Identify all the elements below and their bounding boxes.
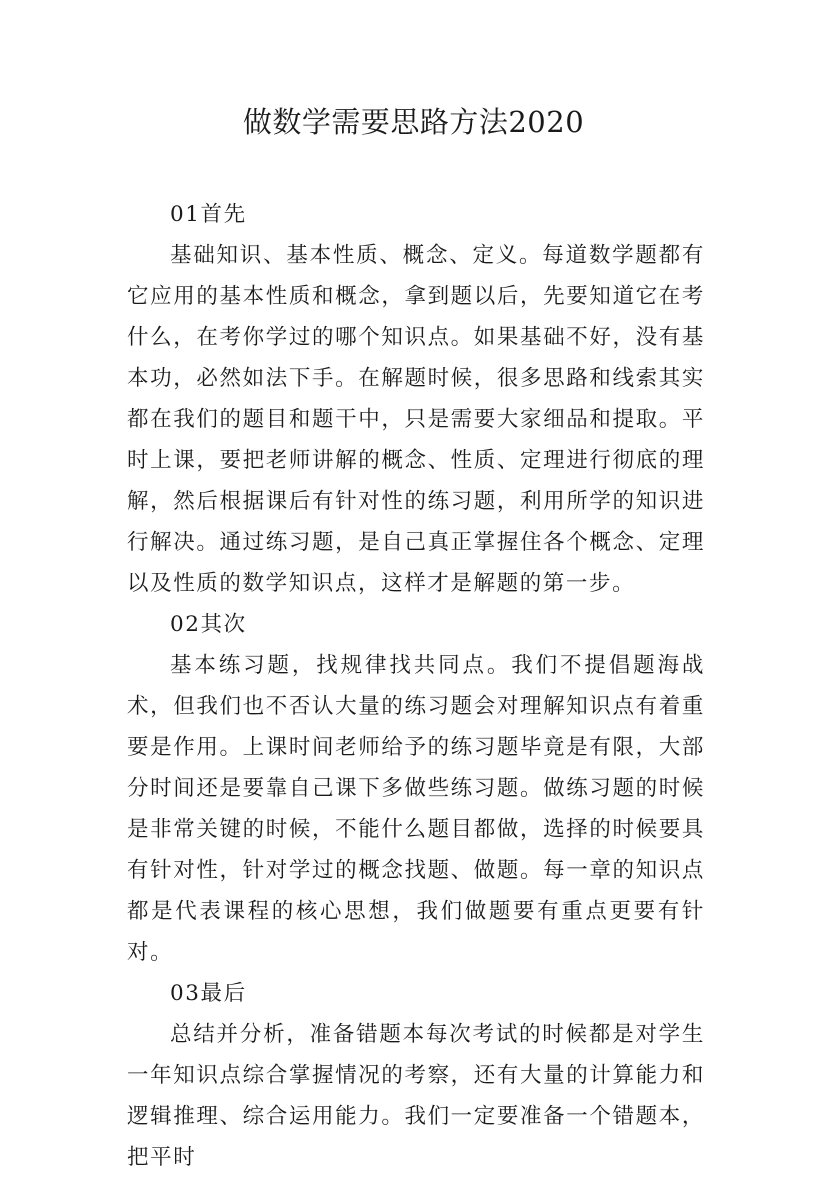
document-title: 做数学需要思路方法2020 xyxy=(242,105,585,139)
section-paragraph-2: 基本练习题，找规律找共同点。我们不提倡题海战术，但我们也不否认大量的练习题会对理解知识点有着重要是作用。上课时间老师给予的练习题毕竟是有限，大部分时间还是要靠自己课下多做些练习题。做练习题的时候是非常关键的时候，不能什么题目都做，选择的时候要具有针对性，针对学过的概念找题、做题。每一章的知识点都是代表课程的核心思想，我们做题要有重点更要有针对。 xyxy=(127,653,705,965)
section-heading-3: 03最后 xyxy=(170,981,247,1006)
section-paragraph-1: 基础知识、基本性质、概念、定义。每道数学题都有它应用的基本性质和概念，拿到题以后，先要知道它在考什么，在考你学过的哪个知识点。如果基础不好，没有基本功，必然如法下手。在解题时候，很多思路和线索其实都在我们的题目和题干中，只是需要大家细品和提取。平时上课，要把老师讲解的概念、性质、定理进行彻底的理解，然后根据课后有针对性的练习题，利用所学的知识进行解决。通过练习题，是自己真正掌握住各个概念、定理以及性质的数学知识点，这样才是解题的第一步。 xyxy=(127,243,705,596)
section-heading-1: 01首先 xyxy=(170,202,247,227)
section-heading-2: 02其次 xyxy=(170,612,247,637)
section-paragraph-3: 总结并分析，准备错题本每次考试的时候都是对学生一年知识点综合掌握情况的考察，还有大量的计算能力和逻辑推理、综合运用能力。我们一定要准备一个错题本，把平时 xyxy=(127,1022,705,1170)
document-body xyxy=(127,194,705,1178)
